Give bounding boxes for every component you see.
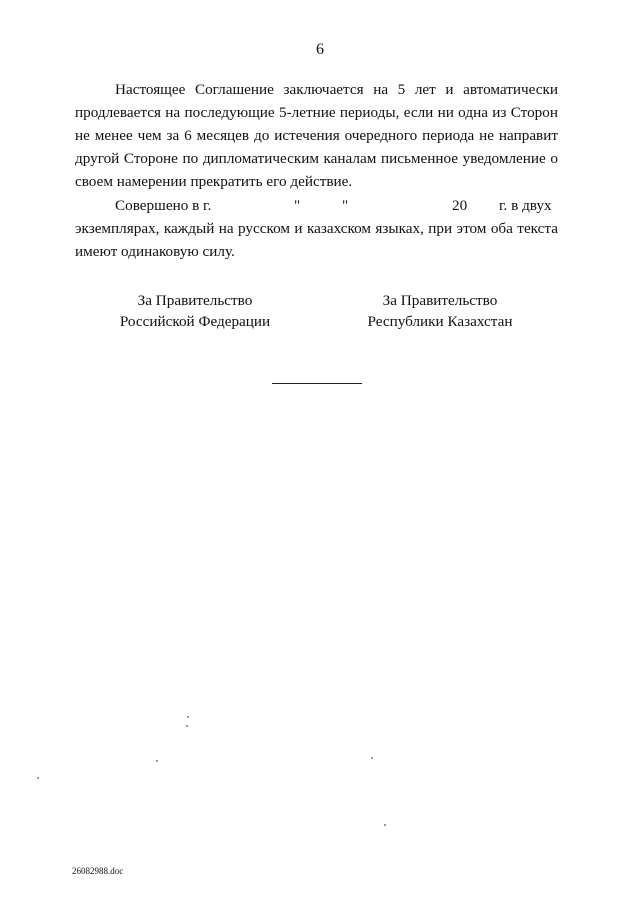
signature-label: За Правительство [382,292,498,309]
paragraph-line: другой Стороне по дипломатическим каналам письменное уведомление о [75,150,558,167]
paragraph-line: продлевается на последующие 5-летние периоды, если ни одна из Сторон [75,104,558,121]
date-quote-open: " [294,197,301,214]
signed-at-line [75,194,558,217]
signature-party: Республики Казахстан [367,313,513,330]
paragraph-line: экземплярах, каждый на русском и казахском языках, при этом оба текста [75,220,558,237]
year-suffix: г. в двух [499,197,552,214]
scan-speck [384,824,386,826]
year-prefix: 20 [452,197,468,214]
file-name-footer: 26082988.doc [72,866,124,876]
scan-speck [371,757,373,759]
scan-speck [187,716,189,718]
signature-block-russia [95,290,295,332]
scan-speck [156,760,158,762]
page-number: 6 [316,41,324,58]
paragraph-line: не менее чем за 6 месяцев до истечения очередного периода не направит [75,127,558,144]
done-at-paragraph [75,194,558,263]
paragraph-line: своем намерении прекратить его действие. [75,173,353,190]
scan-speck [186,725,188,727]
date-quote-close: " [342,197,349,214]
signature-party: Российской Федерации [119,313,271,330]
paragraph-line: имеют одинаковую силу. [75,243,235,260]
signed-at-label: Совершено в г. [115,197,212,214]
scan-speck [37,777,39,779]
term-paragraph [75,78,558,193]
end-divider [272,383,362,384]
paragraph-line: Настоящее Соглашение заключается на 5 лет и автоматически [115,81,558,98]
signature-block-kazakhstan [340,290,540,332]
signature-label: За Правительство [137,292,253,309]
